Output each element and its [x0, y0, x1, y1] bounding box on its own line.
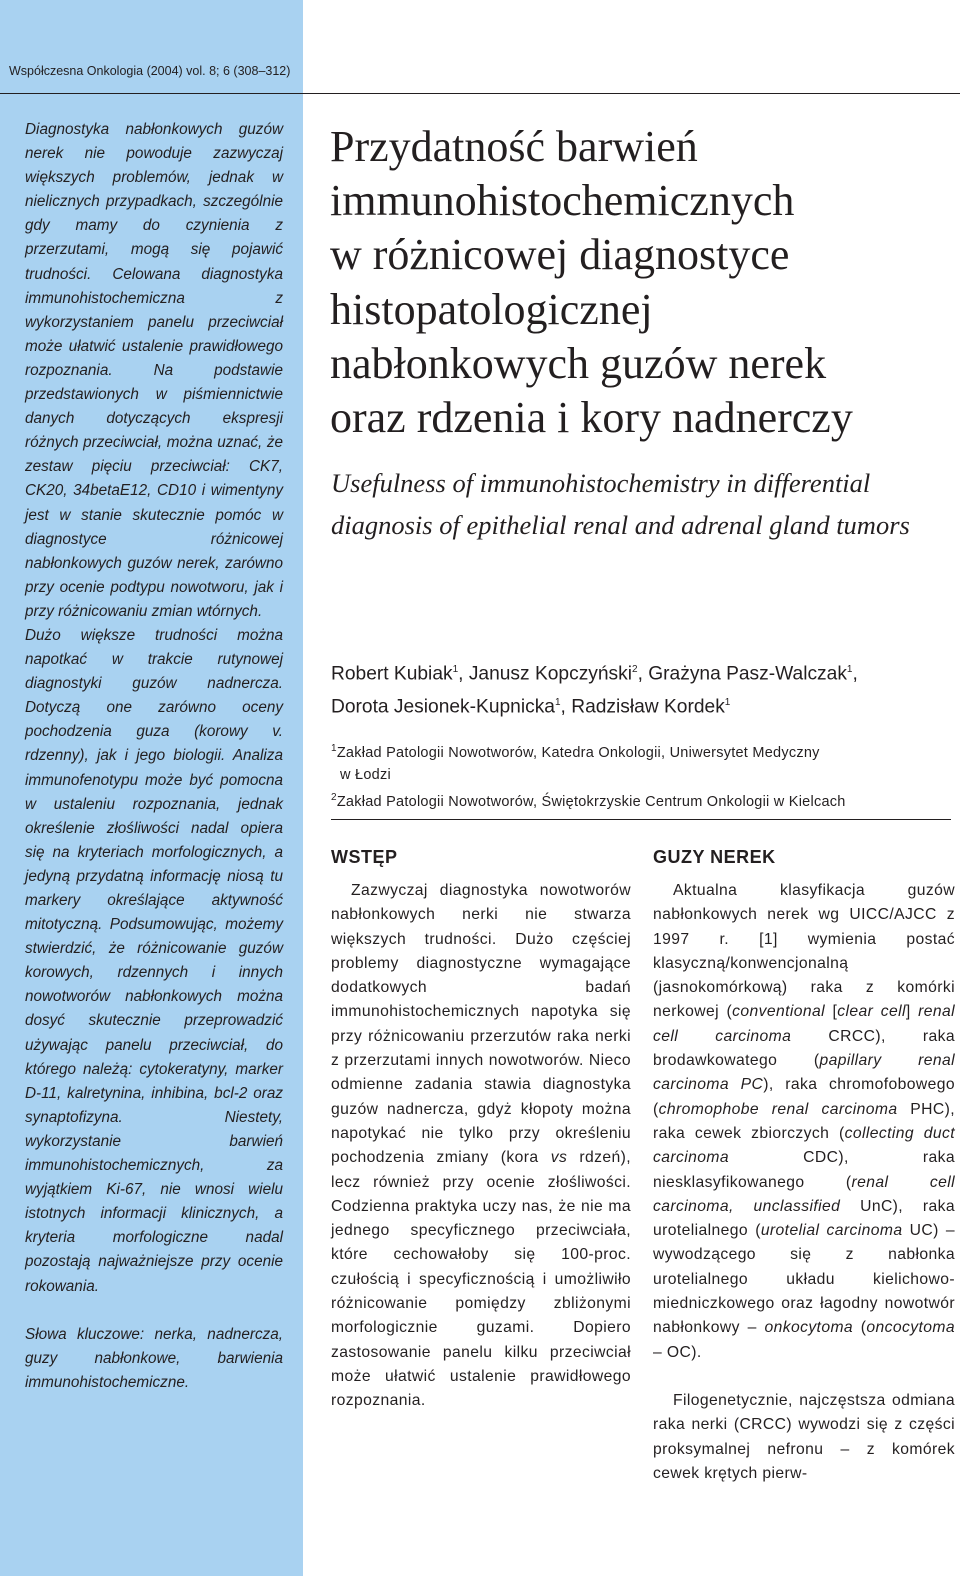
- author-affiliation-mark: 2: [632, 664, 638, 675]
- abstract-body: Diagnostyka nabłonkowych guzów nerek nie powoduje zazwyczaj większych problemów, jednak w nielicznych przypadkach, szczególnie gdy mamy do czynienia z przerzutami, mogą się pojawić trudności. Celowana diagnostyka immunohistochemiczna z wykorzystaniem panelu przeciwciał może ułatwić ustalenie prawidłowego rozpoznania. Na podstawie przedstawionych w piśmiennictwie danych dotyczących ekspresji różnych przeciwciał, można uznać, że zestaw pięciu przeciwciał: CK7, CK20, 34betaE12, CD10 i wimentyny jest w stanie skutecznie pomóc w diagnostyce różnicowej nabłonkowych guzów nerek, zarówno przy ocenie podtypu nowotworu, jak i przy różnicowaniu zmian wtórnych.: [25, 121, 283, 620]
- title-line: oraz rdzenia i kory nadnerczy: [330, 393, 853, 443]
- abstract-body-2: Dużo większe trudności można napotkać w trakcie rutynowej diagnostyki guzów nadnercza. Dotyczą one zarówno oceny pochodzenia guza (korowy v. rdzenny), jak i jego biologii. Analiza immunofenotypu może być pomocna w ustaleniu rozpoznania, jednak określenie złośliwości nadal opiera się na kryteriach morfologicznych, a jedyną przydatną informację niosą tu markery określające aktywność mitotyczną. Podsumowując, możemy stwierdzić, że różnicowanie guzów korowych, rdzennych i innych nowotworów nabłonkowych można dosyć skutecznie przeprowadzić używając panelu przeciwciał, do którego należą: cytokeratyny, marker D-11, kalretynina, inhibina, bcl-2 oraz synaptofizyna. Niestety, wykorzystanie barwień immunohistochemicznych, za wyjątkiem Ki-67, nie wnosi wielu istotnych informacji klinicznych, a kryteria morfologiczne nadal pozostają najważniejsze przy ocenie rokowania.: [25, 626, 283, 1295]
- author-affiliation-mark: 1: [846, 664, 853, 675]
- section-divider: [331, 819, 951, 820]
- author-affiliation-mark: 1: [724, 697, 731, 709]
- subtitle-line: Usefulness of immunohistochemistry in differential: [331, 468, 871, 498]
- author-name: Janusz Kopczyński: [468, 663, 632, 685]
- author-affiliation-mark: 1: [452, 664, 459, 675]
- author-affiliation-mark: 1: [554, 697, 561, 709]
- abstract: [25, 118, 283, 1395]
- header-rule: [0, 93, 960, 94]
- affiliation-2: Zakład Patologii Nowotworów, Świętokrzyskie Centrum Onkologii w Kielcach: [336, 793, 846, 810]
- subtitle-line: diagnosis of epithelial renal and adrenal gland tumors: [331, 510, 910, 540]
- english-title: [331, 462, 951, 546]
- title-line: nabłonkowych guzów nerek: [330, 338, 827, 388]
- title-line: Przydatność barwień: [330, 122, 698, 171]
- author-name: Dorota Jesionek-Kupnicka: [331, 696, 555, 718]
- keywords: Słowa kluczowe: nerka, nadnercza, guzy nabłonkowe, barwienia immunohistochemiczne.: [25, 1325, 283, 1391]
- author-name: Radzisław Kordek: [571, 696, 725, 718]
- journal-citation: Współczesna Onkologia (2004) vol. 8; 6 (308–312): [9, 64, 291, 78]
- kidney-paragraph-1: Aktualna klasyfikacja guzów nabłonkowych nerek wg UICC/AJCC z 1997 r. [1] wymienia postać klasyczną/konwencjonalną (jasnokomórkową) raka z komórki nerkowej (conventional [clear cell] renal cell carcinoma CRCC), raka brodawkowatego (papillary renal carcinoma PC), raka chromofobowego (chromophobe renal carcinoma PHC), raka cewek zbiorczych (collecting duct carcinoma CDC), raka niesklasyfikowanego (renal cell carcinoma, unclassified UnC), raka urotelialnego (urotelial carcinoma UC) – wywodzącego się z nabłonka urotelialnego układu kielichowo-miedniczkowego oraz łagodny nowotwór nabłonkowy – onkocytoma (oncocytoma – OC).: [653, 882, 955, 1361]
- affiliation-1-cont: w Łodzi: [340, 767, 391, 784]
- column-left: [331, 845, 631, 1414]
- article-title: [330, 120, 950, 445]
- title-line: w różnicowej diagnostyce: [330, 230, 790, 280]
- affiliation-1: Zakład Patologii Nowotworów, Katedra Onkologii, Uniwersytet Medyczny: [336, 744, 820, 761]
- author-list: Robert Kubiak$^1$, Janusz Kopczyński$^2$, Grażyna Pasz-Walczak$^1$, Dorota Jesionek-Kupnicka$^1$, Radzisław Kordek$^1$: [331, 663, 858, 718]
- affiliations: [331, 738, 956, 813]
- kidney-paragraph-2: Filogenetycznie, najczęstsza odmiana raka nerki (CRCC) wywodzi się z części proksymalnej nefronu – z komórek cewek krętych pierw-: [653, 1391, 955, 1482]
- column-right: [653, 845, 955, 1486]
- intro-paragraph: Zazwyczaj diagnostyka nowotworów nabłonkowych nerki nie stwarza większych trudności. Dużo częściej problemy diagnostyczne wymagające dodatkowych badań immunohistochemicznych napotyka się przy różnicowaniu przerzutów raka nerki z przerzutami innych nowotworów. Nieco odmienne zadania stawia diagnostyka guzów nadnercza, gdyż kłopoty można napotykać nie tylko przy określeniu pochodzenia zmiany (kora vs rdzeń), lecz również przy ocenie złośliwości. Codzienna praktyka uczy nas, że nie ma jednego specyficznego przeciwciała, które cechowałoby się 100-proc. czułością i specyficznością i umożliwiło różnicowanie pomiędzy zbliżonymi morfologicznie guzami. Dopiero zastosowanie panelu kilku przeciwciał może ułatwić ustalenie prawidłowego rozpoznania.: [331, 882, 631, 1410]
- author-name: Robert Kubiak: [331, 663, 453, 685]
- author-name: Grażyna Pasz-Walczak: [648, 663, 847, 685]
- title-line: histopatologicznej: [330, 284, 653, 334]
- section-heading-kidney: GUZY NEREK: [653, 847, 776, 867]
- affiliation-number: 2: [331, 791, 337, 803]
- title-line: immunohistochemicznych: [330, 176, 795, 226]
- affiliation-number: 1: [331, 743, 337, 754]
- section-heading-intro: WSTĘP: [331, 847, 398, 867]
